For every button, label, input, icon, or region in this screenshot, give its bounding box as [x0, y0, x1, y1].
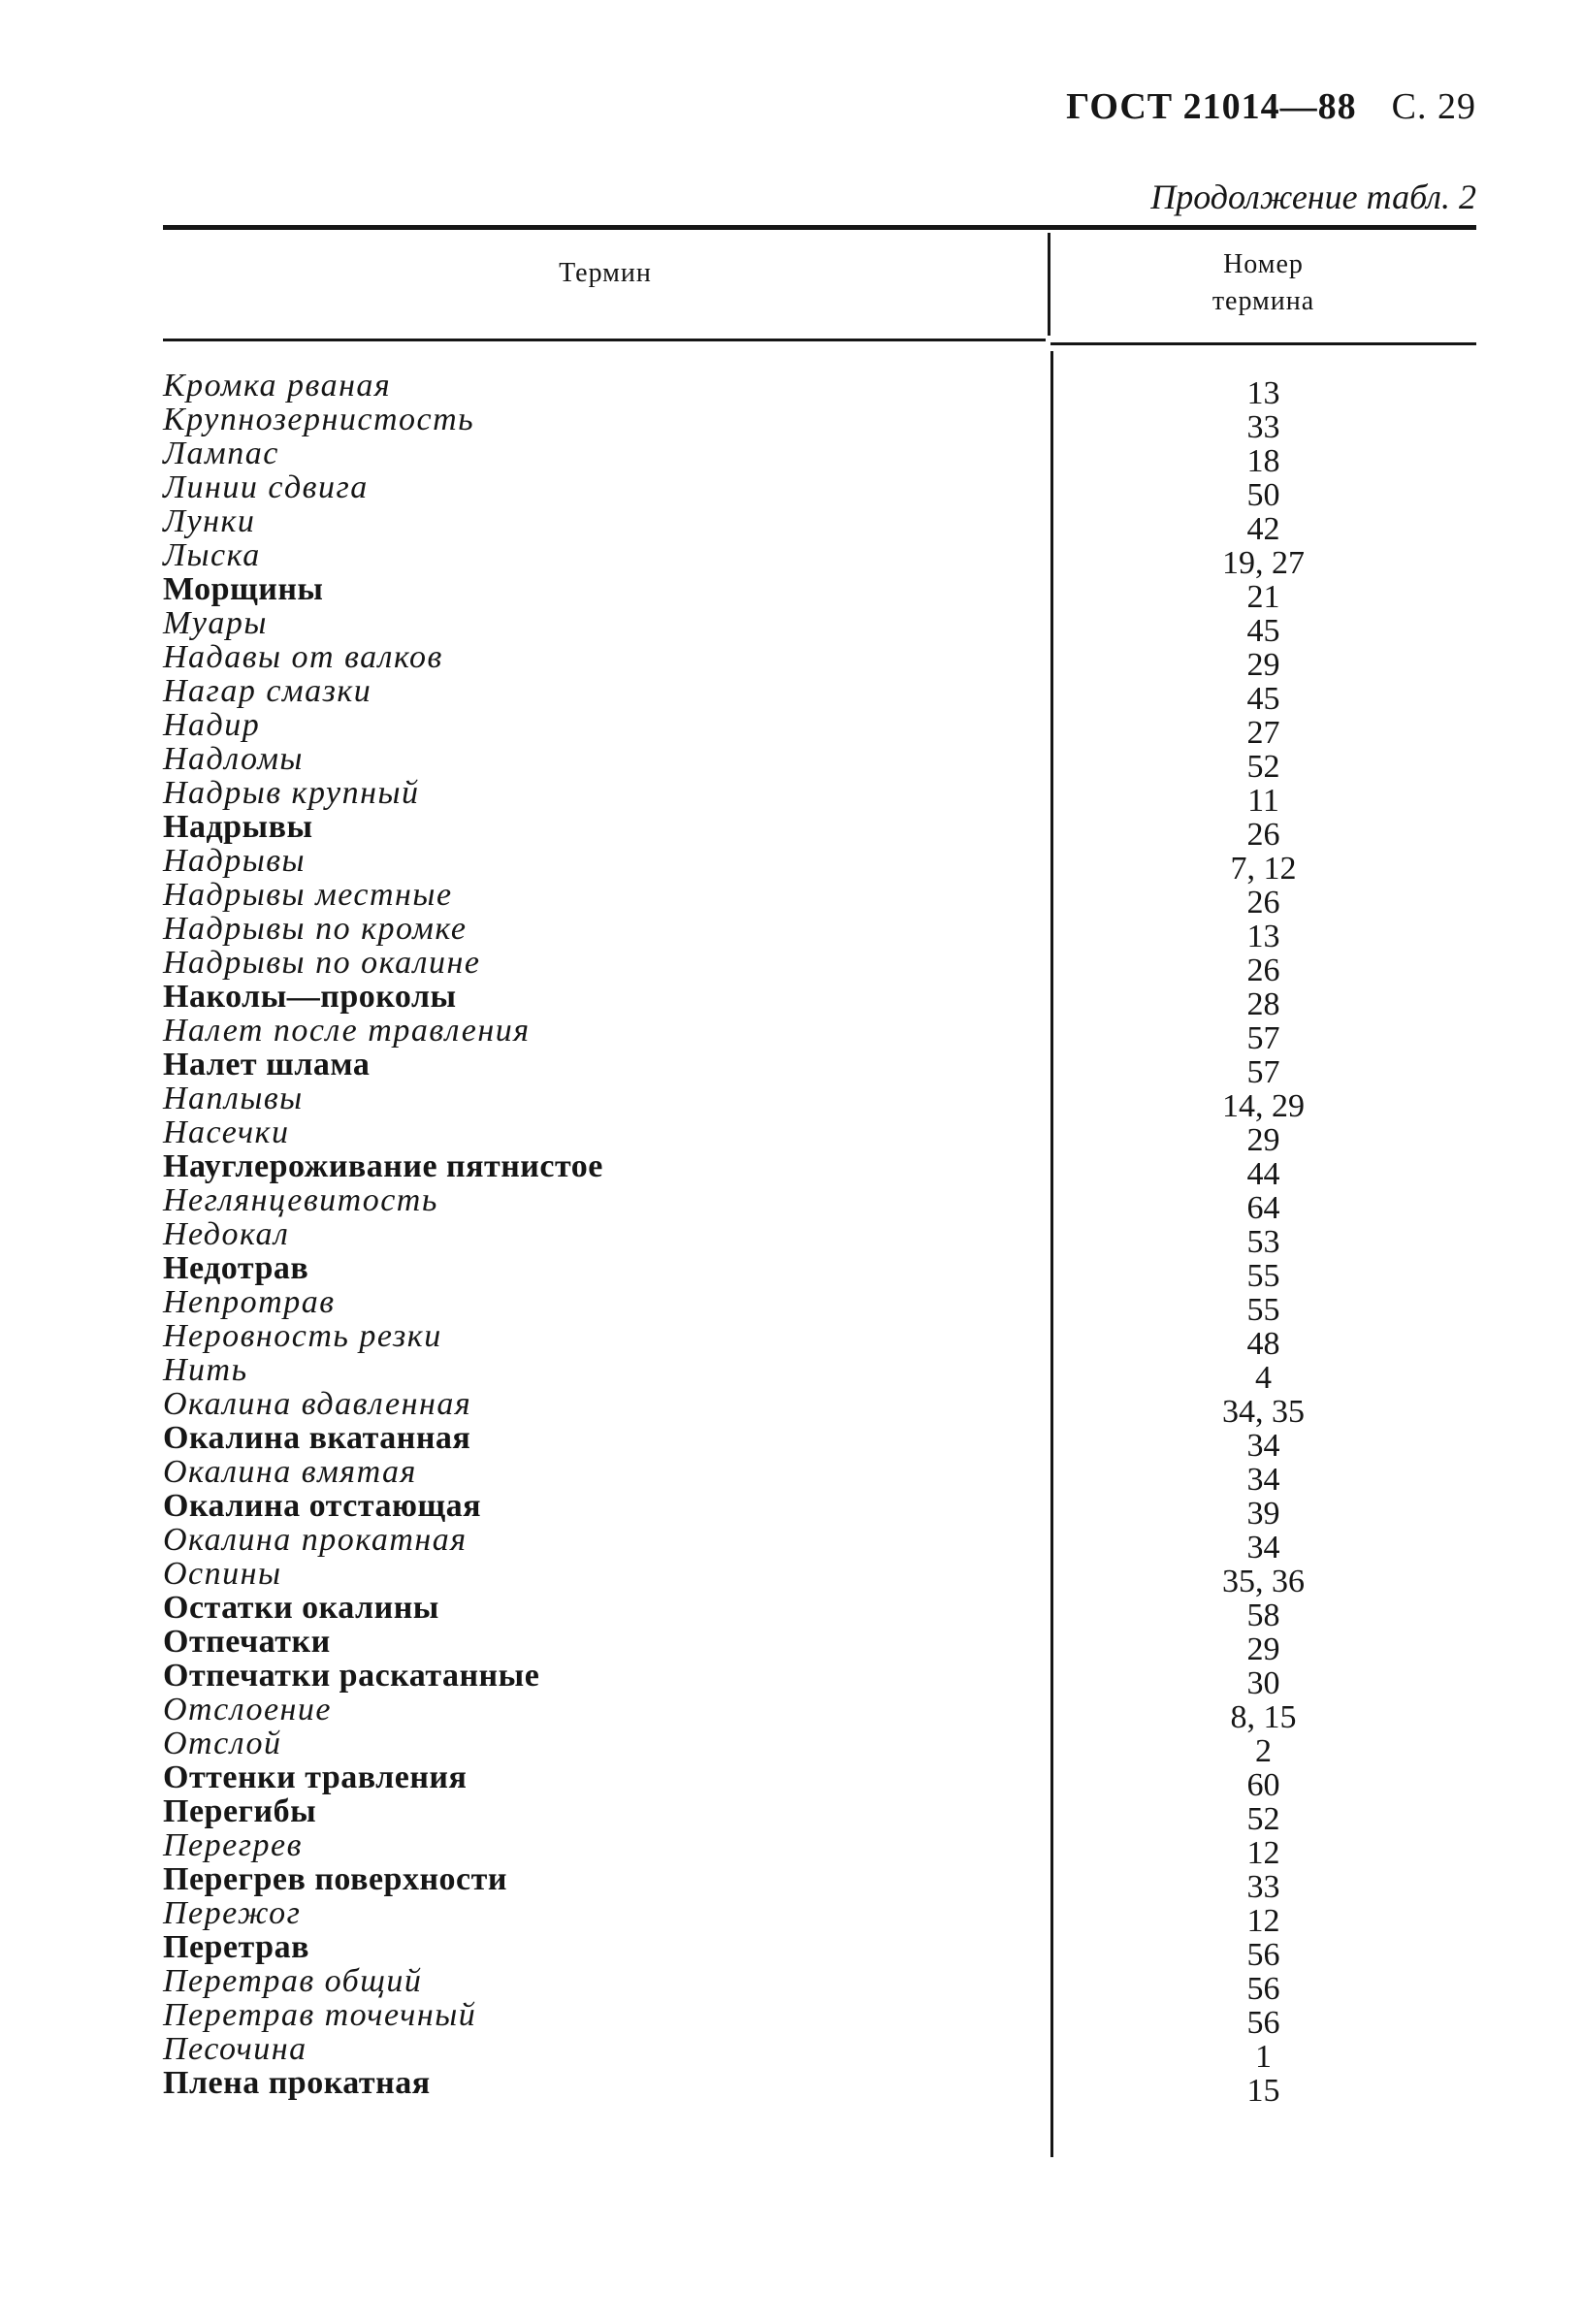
term-text: Перетрав точечный [163, 1997, 477, 2033]
term-number: 27 [1246, 715, 1280, 751]
term-number: 35, 36 [1222, 1564, 1305, 1599]
term-text: Надрывы [163, 843, 307, 879]
term-text: Надрывы [163, 809, 313, 845]
table-row [163, 639, 1476, 683]
term-number: 7, 12 [1230, 851, 1297, 887]
table-row [163, 1692, 1476, 1735]
table-row [163, 1148, 1476, 1192]
column-header-number-line2: термина [1211, 286, 1315, 316]
table-row [163, 1284, 1476, 1328]
term-text: Надрывы по кромке [163, 911, 468, 947]
term-number: 55 [1246, 1258, 1280, 1294]
term-text: Отслой [163, 1726, 282, 1761]
table-row [163, 673, 1476, 717]
page-header [1066, 85, 1476, 128]
table-row [163, 1929, 1476, 1973]
table-row [163, 1556, 1476, 1599]
table-row [163, 775, 1476, 819]
term-number: 56 [1246, 2005, 1280, 2041]
term-text: Перегрев поверхности [163, 1861, 507, 1897]
term-text: Морщины [163, 571, 324, 607]
term-number: 50 [1246, 477, 1280, 513]
term-text: Надир [163, 707, 261, 743]
table-row [163, 945, 1476, 988]
table-row [163, 436, 1476, 479]
table-row [163, 1352, 1476, 1396]
term-number: 58 [1246, 1598, 1280, 1633]
table-row [163, 1861, 1476, 1905]
table-row [163, 1895, 1476, 1939]
table-row [163, 368, 1476, 411]
table-row [163, 1013, 1476, 1056]
term-text: Линии сдвига [163, 469, 369, 505]
table-row [163, 1488, 1476, 1532]
table-row [163, 605, 1476, 649]
term-number: 34 [1246, 1530, 1280, 1565]
term-text: Отпечатки [163, 1624, 331, 1660]
term-number: 33 [1246, 409, 1280, 445]
term-number: 30 [1246, 1665, 1280, 1701]
term-text: Лампас [163, 436, 279, 471]
term-number: 12 [1246, 1903, 1280, 1939]
header-bottom-rule-right [1050, 342, 1476, 345]
table-row [163, 1318, 1476, 1362]
term-text: Перегрев [163, 1827, 303, 1863]
table-row [163, 1624, 1476, 1667]
term-text: Перегибы [163, 1793, 317, 1829]
table-row [163, 843, 1476, 887]
term-text: Надавы от валков [163, 639, 443, 675]
term-text: Нить [163, 1352, 248, 1388]
table-row [163, 1386, 1476, 1430]
term-text: Надрывы по окалине [163, 945, 481, 981]
table-row [163, 1997, 1476, 2041]
table-row [163, 1182, 1476, 1226]
column-header-number-line1: Номер [1223, 249, 1304, 279]
table-row [163, 1250, 1476, 1294]
term-number: 29 [1246, 1631, 1280, 1667]
term-number: 53 [1246, 1224, 1280, 1260]
term-text: Окалина вдавленная [163, 1386, 472, 1422]
term-number: 34 [1246, 1428, 1280, 1464]
term-number: 28 [1246, 986, 1280, 1022]
table-row [163, 1420, 1476, 1464]
term-text: Остатки окалины [163, 1590, 439, 1626]
term-number: 21 [1246, 579, 1280, 615]
term-number: 26 [1246, 885, 1280, 920]
terms-table [163, 219, 1476, 2159]
term-text: Перетрав общий [163, 1963, 423, 1999]
table-row [163, 1216, 1476, 1260]
term-text: Отслоение [163, 1692, 332, 1727]
term-text: Нагар смазки [163, 673, 372, 709]
term-text: Налет шлама [163, 1047, 371, 1082]
table-row [163, 1658, 1476, 1701]
table-row [163, 1827, 1476, 1871]
term-text: Науглероживание пятнистое [163, 1148, 603, 1184]
table-row [163, 571, 1476, 615]
term-text: Недокал [163, 1216, 290, 1252]
term-number: 56 [1246, 1971, 1280, 2007]
table-row [163, 2031, 1476, 2075]
term-text: Налет после травления [163, 1013, 531, 1049]
term-number: 26 [1246, 817, 1280, 853]
table-top-rule [163, 225, 1476, 230]
table-row [163, 2065, 1476, 2109]
term-text: Неровность резки [163, 1318, 442, 1354]
standard-number: ГОСТ 21014—88 [1066, 86, 1357, 127]
term-number: 57 [1246, 1054, 1280, 1090]
term-number: 26 [1246, 952, 1280, 988]
table-row [163, 469, 1476, 513]
table-row [163, 707, 1476, 751]
table-row [163, 1590, 1476, 1633]
term-number: 56 [1246, 1937, 1280, 1973]
term-number: 48 [1246, 1326, 1280, 1362]
term-number: 42 [1246, 511, 1280, 547]
term-number: 57 [1246, 1020, 1280, 1056]
term-number: 19, 27 [1222, 545, 1305, 581]
term-text: Непротрав [163, 1284, 336, 1320]
term-number: 18 [1246, 443, 1280, 479]
term-number: 13 [1246, 919, 1280, 954]
table-continuation-label: Продолжение табл. 2 [1150, 178, 1476, 216]
table-row [163, 877, 1476, 920]
term-number: 15 [1246, 2073, 1280, 2109]
term-text: Насечки [163, 1114, 290, 1150]
table-row [163, 1081, 1476, 1124]
table-row [163, 1963, 1476, 2007]
term-text: Кромка рваная [163, 368, 392, 403]
term-number: 52 [1246, 1801, 1280, 1837]
table-row [163, 741, 1476, 785]
term-text: Наплывы [163, 1081, 304, 1116]
header-bottom-rule [163, 339, 1046, 341]
table-row [163, 809, 1476, 853]
table-row [163, 1793, 1476, 1837]
term-text: Оттенки травления [163, 1759, 468, 1795]
term-text: Наколы—проколы [163, 979, 457, 1015]
table-row [163, 1454, 1476, 1498]
table-row [163, 1726, 1476, 1769]
term-number: 8, 15 [1230, 1699, 1297, 1735]
term-number: 29 [1246, 647, 1280, 683]
column-header-number [1050, 246, 1476, 320]
term-text: Песочина [163, 2031, 307, 2067]
term-number: 45 [1246, 613, 1280, 649]
table-body [163, 368, 1476, 2109]
table-row [163, 911, 1476, 954]
term-number: 33 [1246, 1869, 1280, 1905]
table-row [163, 1047, 1476, 1090]
term-number: 34, 35 [1222, 1394, 1305, 1430]
term-text: Окалина прокатная [163, 1522, 468, 1558]
term-number: 52 [1246, 749, 1280, 785]
table-row [163, 402, 1476, 445]
term-text: Надрыв крупный [163, 775, 420, 811]
term-number: 39 [1246, 1496, 1280, 1532]
table-row [163, 979, 1476, 1022]
term-number: 1 [1255, 2039, 1272, 2075]
term-number: 2 [1255, 1733, 1272, 1769]
term-number: 34 [1246, 1462, 1280, 1498]
term-text: Плена прокатная [163, 2065, 431, 2101]
term-number: 4 [1255, 1360, 1272, 1396]
term-text: Муары [163, 605, 268, 641]
term-text: Надломы [163, 741, 304, 777]
page-number: С. 29 [1391, 86, 1476, 127]
term-number: 29 [1246, 1122, 1280, 1158]
term-text: Окалина вкатанная [163, 1420, 471, 1456]
term-text: Лыска [163, 537, 261, 573]
term-text: Перетрав [163, 1929, 309, 1965]
term-number: 64 [1246, 1190, 1280, 1226]
term-text: Оспины [163, 1556, 282, 1592]
term-text: Крупнозернистость [163, 402, 475, 437]
term-number: 44 [1246, 1156, 1280, 1192]
column-header-term: Термин [559, 258, 652, 288]
term-text: Недотрав [163, 1250, 309, 1286]
term-number: 55 [1246, 1292, 1280, 1328]
term-text: Неглянцевитость [163, 1182, 438, 1218]
term-text: Лунки [163, 503, 256, 539]
term-number: 14, 29 [1222, 1088, 1305, 1124]
term-number: 12 [1246, 1835, 1280, 1871]
term-text: Пережог [163, 1895, 302, 1931]
term-text: Надрывы местные [163, 877, 453, 913]
term-number: 11 [1247, 783, 1279, 819]
table-row [163, 1522, 1476, 1565]
table-row [163, 1759, 1476, 1803]
term-number: 60 [1246, 1767, 1280, 1803]
table-row [163, 1114, 1476, 1158]
table-row [163, 537, 1476, 581]
term-number: 45 [1246, 681, 1280, 717]
term-text: Окалина вмятая [163, 1454, 417, 1490]
term-text: Окалина отстающая [163, 1488, 482, 1524]
table-row [163, 503, 1476, 547]
term-text: Отпечатки раскатанные [163, 1658, 540, 1694]
term-number: 13 [1246, 375, 1280, 411]
